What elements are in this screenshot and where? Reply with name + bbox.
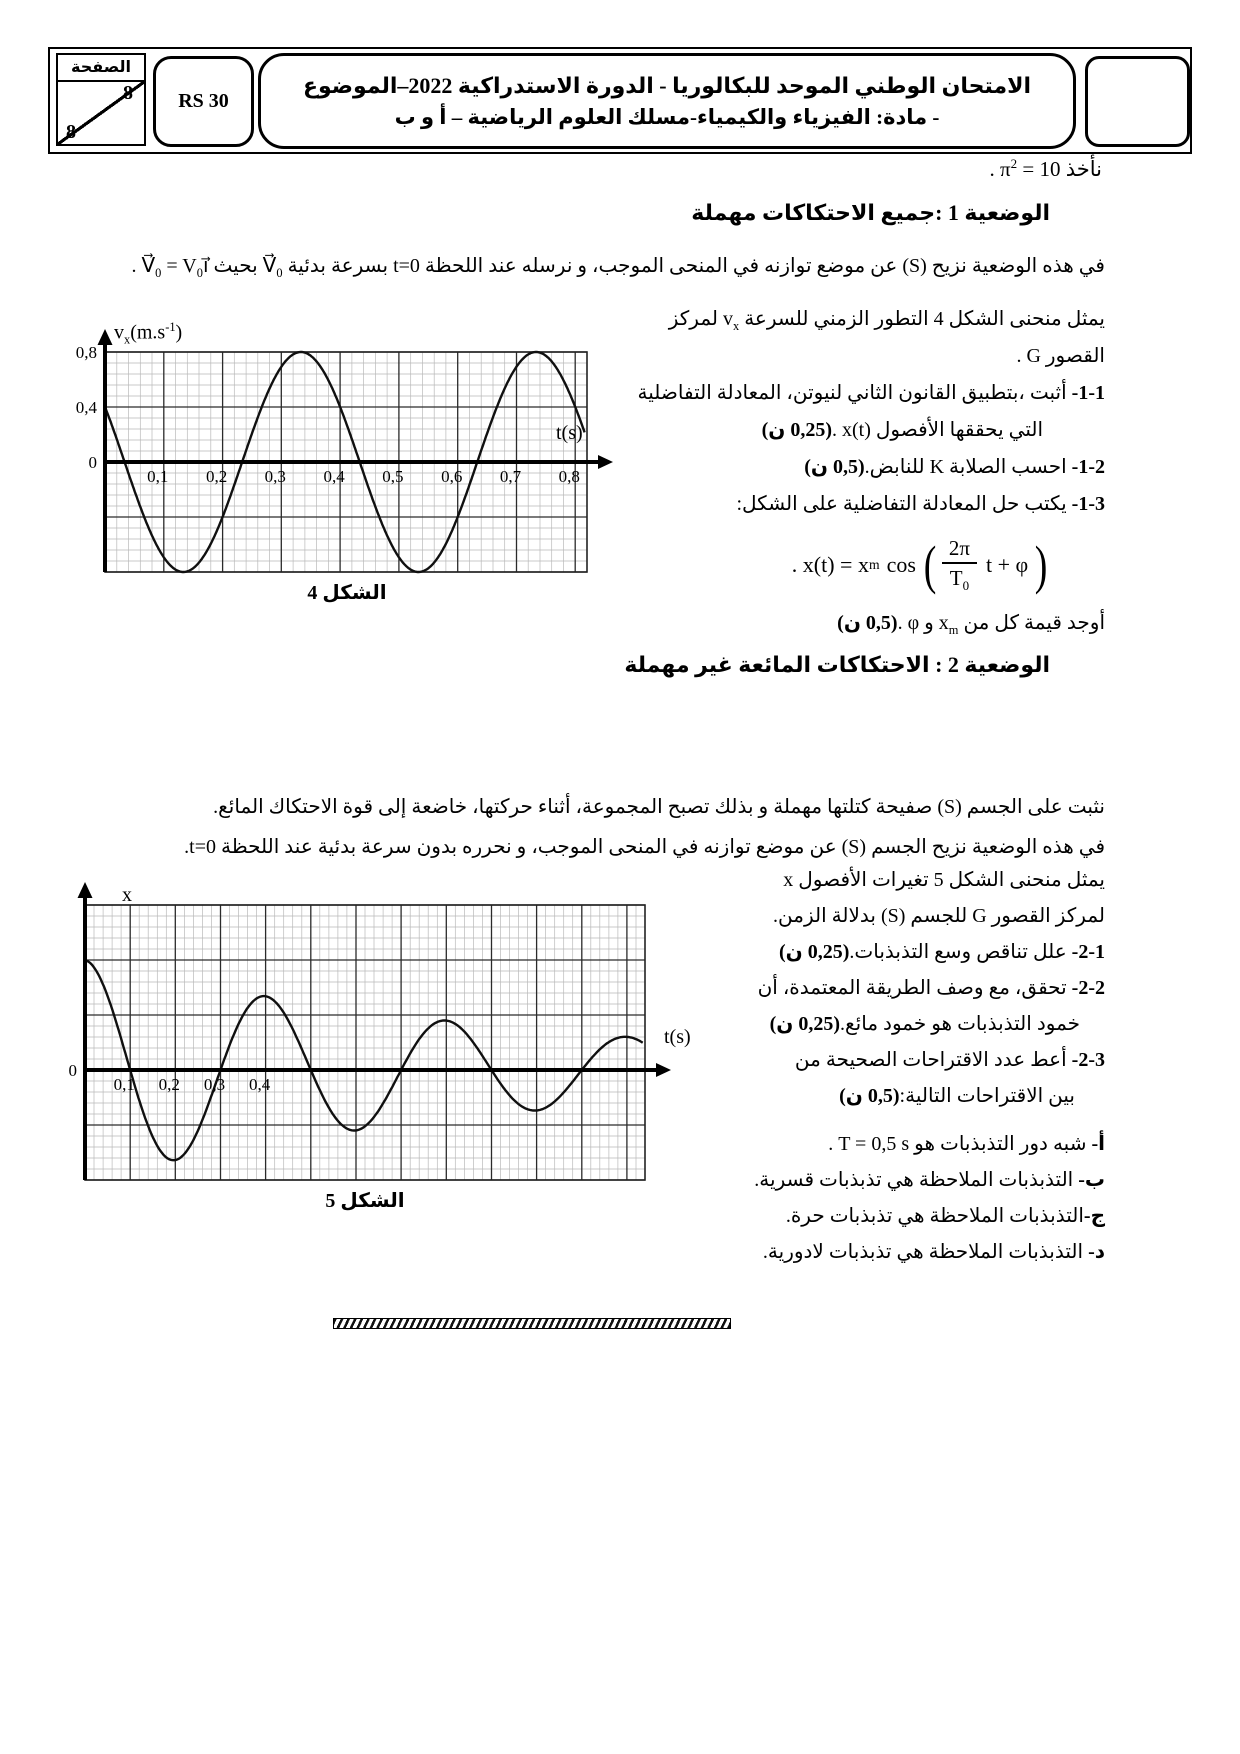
section1-heading: الوضعية 1 :جميع الاحتكاكات مهملة (691, 200, 1050, 225)
figure4-caption: الشكل 4 (307, 582, 387, 604)
figure5-caption: الشكل 5 (325, 1190, 405, 1212)
svg-text:0,4: 0,4 (75, 398, 97, 417)
question-number: 2-3- (1071, 1049, 1105, 1071)
figure5-y-axis-label: x (122, 884, 132, 906)
exam-title-line2: - مادة: الفيزياء والكيمياء-مسلك العلوم الرياضية – أ و ب (394, 104, 940, 129)
question-text: أعط عدد الاقتراحات الصحيحة من (794, 1049, 1072, 1071)
fraction-denominator: $T_0$ (949, 566, 970, 594)
svg-text:0,8: 0,8 (558, 467, 580, 486)
formula-rest: t + φ (986, 552, 1029, 577)
question-text: خمود التذبذبات هو خمود مائع. (840, 1013, 1080, 1035)
svg-text:0,5: 0,5 (382, 467, 404, 486)
option-letter: أ- (1091, 1133, 1105, 1155)
question-number: 1-1- (1071, 382, 1105, 404)
page-word-label: الصفحة (56, 53, 146, 82)
svg-text:0,8: 0,8 (75, 343, 97, 362)
question-text: أثبت ،بتطبيق القانون الثاني لنيوتن، المعادلة التفاضلية (637, 382, 1072, 404)
formula-x-of-t (627, 529, 1105, 601)
option-text: شبه دور التذبذبات هو ‪T = 0,5 s‬ . (828, 1133, 1092, 1155)
section2-paragraph2: في هذه الوضعية نزيح الجسم (S) عن موضع توازنه في المنحى الموجب، و نحرره بدون سرعة بدئية عند اللحظة ‪t=0‬. (184, 836, 1105, 858)
option-letter: د- (1088, 1241, 1105, 1263)
svg-text:0,6: 0,6 (441, 467, 463, 486)
question-line (627, 301, 1105, 338)
fraction (942, 536, 977, 594)
figure4-x-axis-label: t(s) (556, 422, 583, 444)
question-number: 2-2- (1071, 977, 1105, 999)
figure4-y-axis-label: $v_x(m.s^{-1})$ (114, 320, 183, 347)
svg-text:0,3: 0,3 (203, 1075, 226, 1094)
question-text: أوجد قيمة كل من $x_m$ و φ . (897, 612, 1105, 637)
question-line (627, 375, 1105, 412)
question-text: احسب الصلابة K للنابض. (864, 456, 1072, 478)
page-current: 8 (66, 121, 76, 143)
hatched-separator-bar (333, 1318, 731, 1329)
fraction-numerator: 2π (942, 536, 977, 564)
points-badge: (0,25 ن) (761, 419, 832, 441)
question-text: بين الاقتراحات التالية: (899, 1085, 1075, 1107)
figure4-velocity-chart (72, 320, 632, 628)
exam-ref-code: RS 30 (178, 90, 229, 112)
left-paren: ( (923, 534, 937, 595)
points-badge: (0,25 ن) (778, 941, 850, 963)
question-line (627, 486, 1105, 523)
points-badge: (0,5 ن) (837, 612, 898, 634)
svg-text:0: 0 (88, 453, 97, 472)
question-text: التي يحققها الأفصول ‪x(t)‬ . (832, 419, 1043, 441)
svg-text:0,2: 0,2 (158, 1075, 180, 1094)
figure5-x-axis-label: t(s) (664, 1026, 691, 1048)
section1-questions (627, 301, 1105, 642)
question-number: 2-1- (1071, 941, 1105, 963)
points-badge: (0,5 ن) (804, 456, 865, 478)
question-text: تحقق، مع وصف الطريقة المعتمدة، أن (757, 977, 1072, 999)
exam-title-line1: الامتحان الوطني الموحد للبكالوريا - الدورة الاستدراكية 2022–الموضوع (302, 72, 1032, 98)
points-badge: (0,5 ن) (839, 1085, 900, 1107)
exam-title-box (258, 53, 1076, 149)
empty-header-box (1085, 56, 1190, 147)
question-line (627, 412, 1105, 449)
question-number: 1-2- (1071, 456, 1105, 478)
option-text: التذبذبات الملاحظة هي تذبذبات قسرية. (754, 1169, 1079, 1191)
formula-subscript: m (868, 557, 880, 572)
page-number-box (56, 53, 146, 146)
formula-lhs: . x(t) = x (791, 552, 869, 577)
right-paren: ) (1034, 534, 1048, 595)
option-line-d (627, 1234, 1105, 1270)
question-text: لمركز القصور G للجسم (S) بدلالة الزمن. (773, 905, 1105, 927)
exam-ref-box (153, 56, 254, 147)
question-text: علل تناقص وسع التذبذبات. (849, 941, 1072, 963)
option-text: التذبذبات الملاحظة هي تذبذبات لادورية. (762, 1241, 1089, 1263)
question-text: القصور G . (1016, 345, 1105, 367)
question-text: يكتب حل المعادلة التفاضلية على الشكل: (736, 493, 1072, 515)
formula-cos: cos (886, 552, 916, 577)
page-fraction-cell (56, 82, 146, 146)
option-text: التذبذبات الملاحظة هي تذبذبات حرة. (785, 1205, 1084, 1227)
page-total: 8 (123, 82, 133, 104)
question-line (627, 605, 1105, 642)
figure4-plot (72, 328, 624, 598)
question-line (627, 338, 1105, 375)
section1-intro: في هذه الوضعية نزيح (S) عن موضع توازنه في المنحى الموجب، و نرسله عند اللحظة ‪t=0‬ بسرعة بدئية $V⃗_0$ بحيث $‪V⃗_0$ = $V_0i⃗‬$ . (131, 255, 1105, 280)
pi-note: نأخذ $‪\pi^2$ = 10‬ . (989, 156, 1102, 181)
svg-text:0,7: 0,7 (499, 467, 522, 486)
svg-text:0: 0 (68, 1061, 77, 1080)
option-letter: ج- (1083, 1205, 1105, 1227)
figure5-plot (58, 876, 718, 1186)
svg-text:0,2: 0,2 (205, 467, 228, 486)
question-text: يمثل منحنى الشكل 5 تغيرات الأفصول x (783, 869, 1105, 891)
svg-text:0,4: 0,4 (248, 1075, 271, 1094)
question-text: يمثل منحنى الشكل 4 التطور الزمني للسرعة $v_x$ لمركز (668, 308, 1105, 333)
svg-text:0,3: 0,3 (264, 467, 286, 486)
question-line (627, 449, 1105, 486)
points-badge: (0,25 ن) (769, 1013, 841, 1035)
figure5-position-chart (58, 876, 733, 1224)
section2-paragraph1: نثبت على الجسم (S) صفيحة كتلتها مهملة و بذلك تصبح المجموعة، أثناء حركتها، خاضعة إلى قوة الاحتكاك المائع. (213, 796, 1105, 818)
svg-text:0,1: 0,1 (147, 467, 169, 486)
svg-text:0,1: 0,1 (113, 1075, 135, 1094)
section2-heading: الوضعية 2 : الاحتكاكات المائعة غير مهملة (624, 652, 1050, 677)
svg-text:0,4: 0,4 (323, 467, 345, 486)
question-number: 1-3- (1071, 493, 1105, 515)
option-letter: ب- (1078, 1169, 1105, 1191)
